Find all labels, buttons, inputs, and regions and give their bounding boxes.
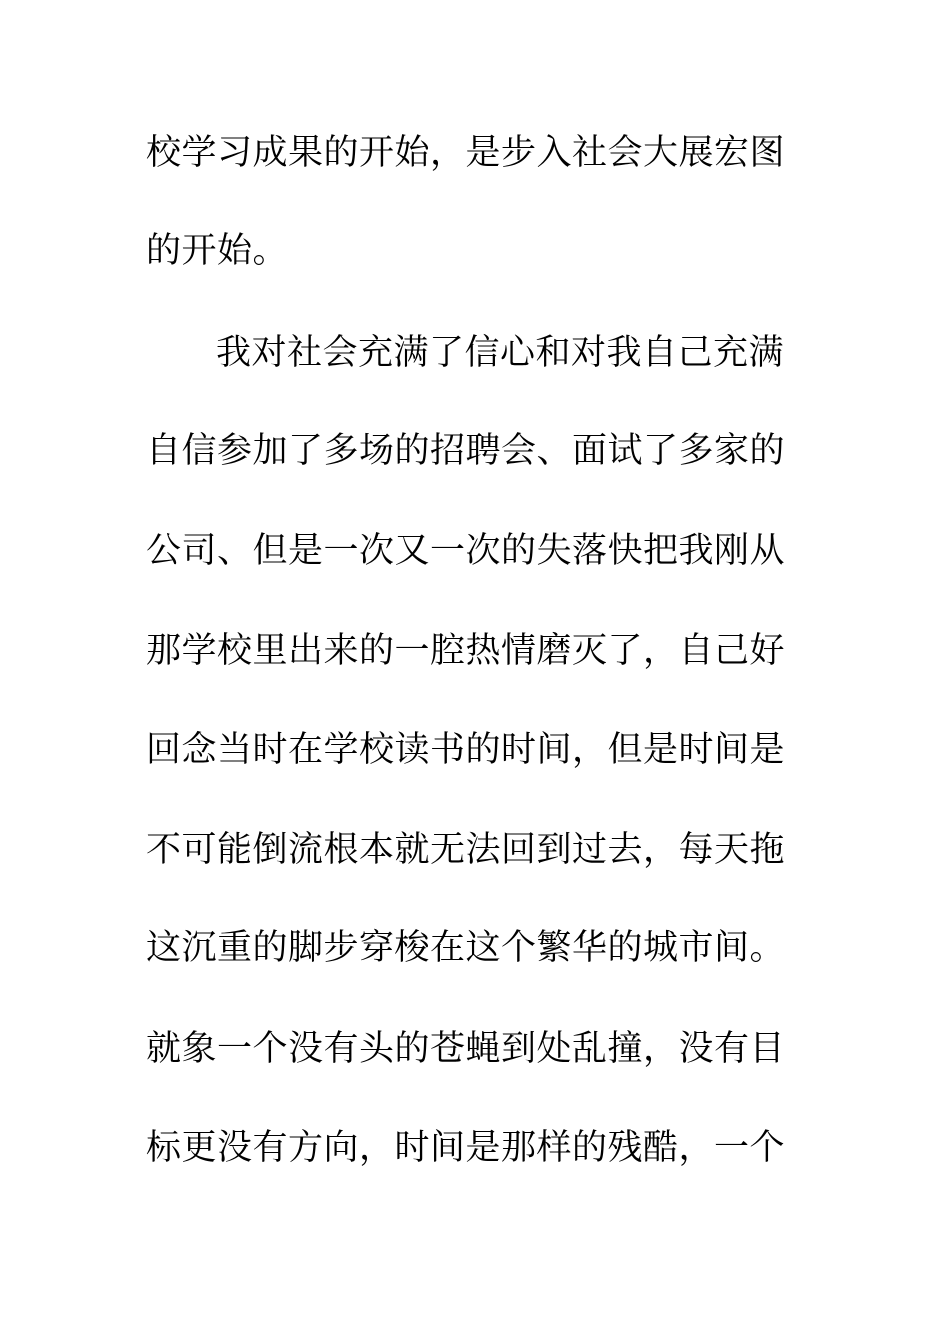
text-line-indented: 我对社会充满了信心和对我自己充满 xyxy=(216,333,785,373)
text-line: 公司、但是一次又一次的失落快把我刚从 xyxy=(146,531,786,571)
text-line: 校学习成果的开始，是步入社会大展宏图 xyxy=(146,133,786,173)
text-line: 自信参加了多场的招聘会、面试了多家的 xyxy=(146,431,786,471)
text-line: 那学校里出来的一腔热情磨灭了，自己好 xyxy=(146,631,786,671)
text-line: 的开始。 xyxy=(146,231,289,271)
text-line: 标更没有方向，时间是那样的残酷，一个 xyxy=(146,1128,786,1168)
text-line: 这沉重的脚步穿梭在这个繁华的城市间。 xyxy=(146,928,786,968)
text-line: 就象一个没有头的苍蝇到处乱撞，没有目 xyxy=(146,1029,786,1069)
text-line: 回念当时在学校读书的时间，但是时间是 xyxy=(146,730,786,770)
text-line: 不可能倒流根本就无法回到过去，每天拖 xyxy=(146,830,786,870)
